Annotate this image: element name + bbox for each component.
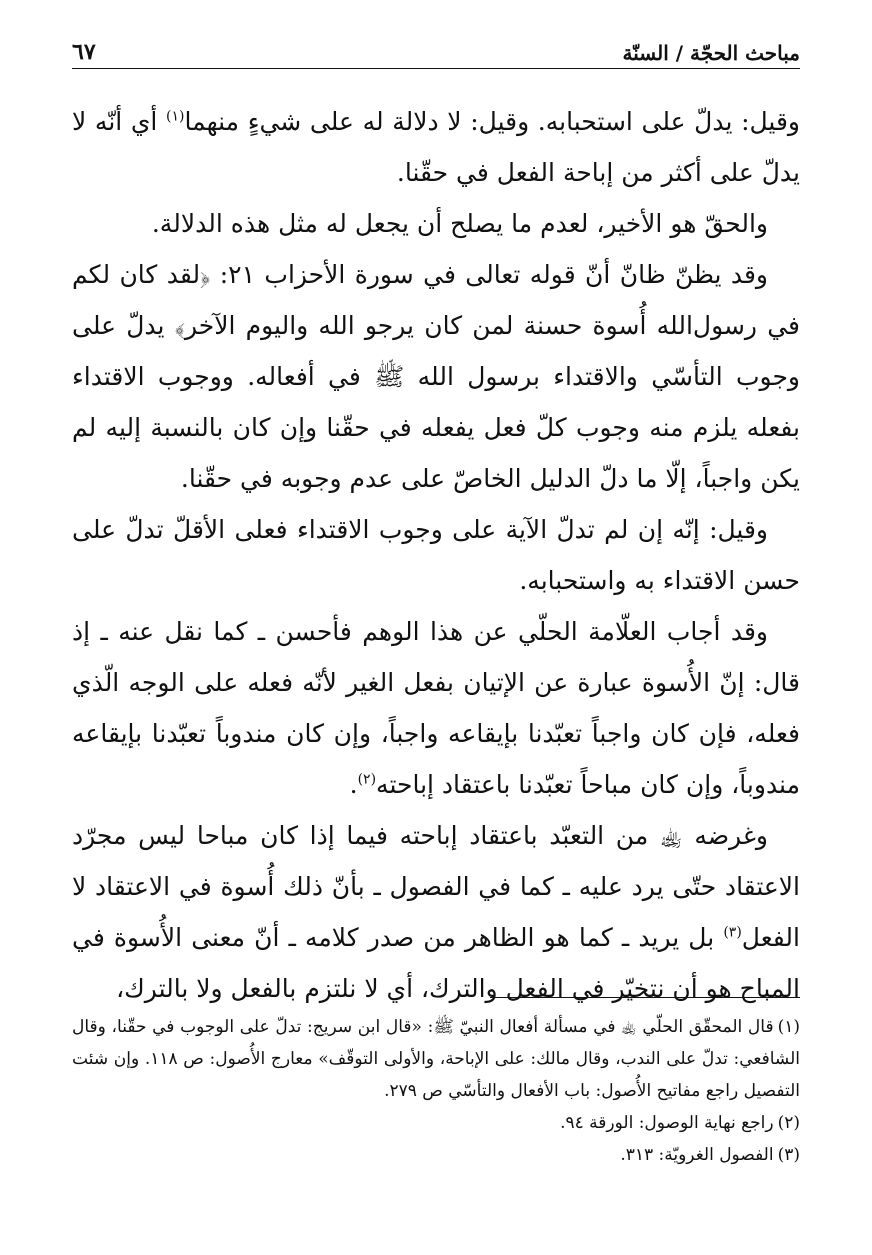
footnote-2	[72, 1107, 800, 1139]
main-text	[72, 96, 800, 1014]
footnote-3	[72, 1139, 800, 1171]
footnote-2-number: (٢)	[777, 1113, 800, 1133]
footnote-ref-2: (٢)	[357, 771, 377, 788]
paragraph-1-text-a: وقيل: يدلّ على استحبابه. وقيل: لا دلالة له على شيءٍ منهما	[184, 107, 800, 136]
footnote-1-number: (١)	[777, 1017, 800, 1037]
paragraph-6-text-a: وغرضه ﵀ من التعبّد باعتقاد إباحته فيما إذا كان مباحا ليس مجرّد الاعتقاد حتّى يرد عليه ـ كما في الفصول ـ بأنّ ذلك أُسوة في الاعتقاد لا الفعل	[72, 821, 800, 952]
footnote-1-text: قال المحقّق الحلّي ﵀ في مسألة أفعال النبيّ ﷺ: «قال ابن سريج: تدلّ على الوجوب في حقّنا، وقال الشافعي: تدلّ على الندب، وقال مالك: على الإباحة، والأولى التوقّف» معارج الأُصول: ص ١١٨. وإن شئت التفصيل راجع مفاتيح الأُصول: باب الأفعال والتأسّي ص ٢٧٩.	[72, 1017, 801, 1101]
paragraph-1-text-b: أي أنّه لا يدلّ على أكثر من إباحة الفعل في حقّنا.	[72, 107, 800, 187]
paragraph-6-text-b: بل يريد ـ كما هو الظاهر من صدر كلامه ـ أنّ معنى الأُسوة في المباح هو أن نتخيّر في الفعل والترك، أي لا نلتزم بالفعل ولا بالترك،	[72, 923, 800, 1003]
paragraph-5-text-a: وقد أجاب العلّامة الحلّي عن هذا الوهم فأحسن ـ كما نقل عنه ـ إذ قال: إنّ الأُسوة عبارة عن الإتيان بفعل الغير لأنّه فعله على الوجه الّذي فعله، فإن كان واجباً تعبّدنا بإيقاعه واجباً، وإن كان مندوباً تعبّدنا بإيقاعه مندوباً، وإن كان مباحاً تعبّدنا باعتقاد إباحته	[72, 617, 800, 799]
footnote-ref-1: (١)	[166, 108, 185, 125]
footnote-3-number: (٣)	[777, 1145, 800, 1165]
footnote-ref-3: (٣)	[723, 924, 742, 941]
paragraph-1	[72, 96, 800, 198]
running-header	[72, 34, 800, 69]
paragraph-4: وقيل: إنّه إن لم تدلّ الآية على وجوب الاقتداء فعلى الأقلّ تدلّ على حسن الاقتداء به واستحبابه.	[72, 515, 800, 595]
footnote-1	[72, 1011, 800, 1107]
footnotes	[72, 1011, 800, 1171]
paragraph-5-text-b: .	[349, 770, 358, 799]
paragraph-5	[72, 606, 800, 810]
page-number: ٦٧	[72, 39, 96, 65]
running-title: مباحث الحجّة / السنّة	[622, 41, 800, 65]
footnote-separator	[490, 997, 800, 998]
footnote-2-text: راجع نهاية الوصول: الورقة ٩٤.	[560, 1113, 774, 1133]
footnote-3-text: الفصول الغرويّة: ٣١٣.	[620, 1145, 774, 1165]
paragraph-6	[72, 810, 800, 1014]
paragraph-2: والحقّ هو الأخير، لعدم ما يصلح أن يجعل له مثل هذه الدلالة.	[151, 209, 768, 238]
paragraph-3: وقد يظنّ ظانّ أنّ قوله تعالى في سورة الأحزاب ٢١: ﴿لقد كان لكم في رسول‌الله أُسوة حسنة لمن كان يرجو الله واليوم الآخر﴾ يدلّ على وجوب التأسّي والاقتداء برسول الله ﷺ في أفعاله. ووجوب الاقتداء بفعله يلزم منه وجوب كلّ فعل يفعله في حقّنا وإن كان بالنسبة إليه لم يكن واجباً، إلّا ما دلّ الدليل الخاصّ على عدم وجوبه في حقّنا.	[72, 260, 800, 493]
